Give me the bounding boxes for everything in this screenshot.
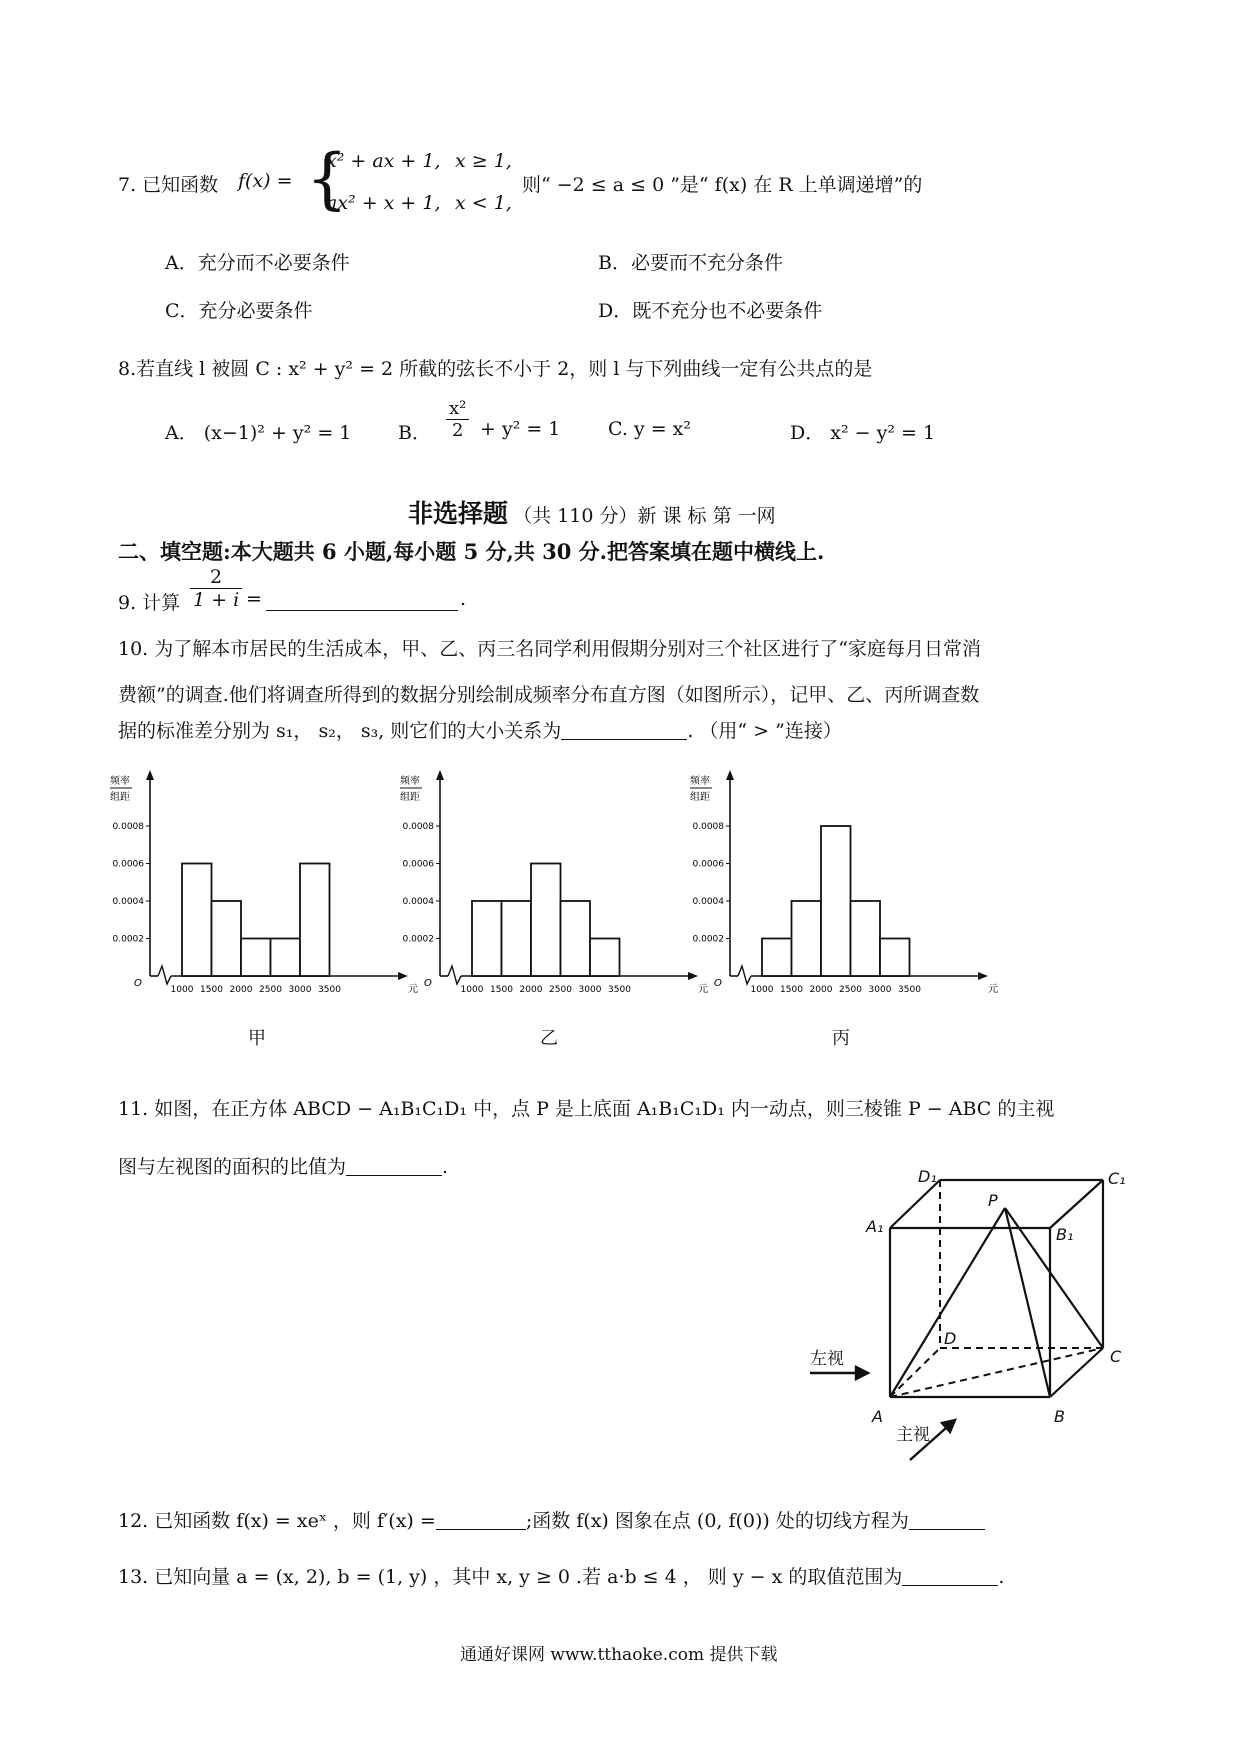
y-label-bottom: 组距 bbox=[690, 792, 710, 803]
footer: 通通好课网 www.tthaoke.com 提供下载 bbox=[460, 1645, 778, 1665]
x-tick-label: 1000 bbox=[170, 985, 194, 995]
origin-label: O bbox=[134, 978, 142, 989]
histogram-bar bbox=[531, 864, 561, 977]
y-tick-label: 0.0002 bbox=[692, 934, 724, 945]
q8-option-b-rest: + y² = 1 bbox=[480, 418, 561, 440]
q10-answer-blank[interactable] bbox=[561, 717, 687, 740]
edge-a-c-hidden bbox=[890, 1348, 1103, 1397]
q9-fraction bbox=[190, 566, 242, 611]
q8-option-b-label: B． bbox=[398, 422, 431, 444]
y-axis-arrow bbox=[436, 770, 444, 780]
label-front-view: 主视 bbox=[896, 1425, 930, 1445]
histograms-figure bbox=[110, 766, 998, 1046]
q13-end: . bbox=[998, 1566, 1005, 1588]
y-label-bottom: 组距 bbox=[110, 792, 130, 803]
q7-option-d: D．既不充分也不必要条件 bbox=[598, 300, 823, 322]
x-tick-label: 3500 bbox=[608, 985, 631, 995]
origin-label: O bbox=[424, 978, 432, 989]
histogram-jia bbox=[110, 770, 418, 995]
edge-a1-d1 bbox=[890, 1180, 940, 1228]
q7-func: f(x) = bbox=[238, 170, 293, 192]
y-tick-label: 0.0008 bbox=[112, 822, 144, 832]
x-axis-break bbox=[448, 966, 461, 984]
x-axis-arrow bbox=[398, 972, 408, 980]
x-tick-label: 1500 bbox=[200, 985, 223, 995]
histogram-bar bbox=[472, 901, 502, 976]
label-c: C bbox=[1110, 1347, 1122, 1366]
y-tick-label: 0.0008 bbox=[402, 822, 434, 832]
y-tick-label: 0.0006 bbox=[112, 859, 144, 870]
y-label-top: 频率 bbox=[690, 776, 710, 787]
y-tick-label: 0.0008 bbox=[692, 822, 724, 832]
label-a1: A₁ bbox=[866, 1217, 884, 1236]
x-axis-arrow bbox=[978, 972, 988, 980]
label-left-view: 左视 bbox=[810, 1349, 844, 1369]
q8-option-b-den: 2 bbox=[451, 420, 464, 441]
histogram-bar bbox=[300, 864, 330, 977]
histogram-bar bbox=[182, 864, 212, 977]
histogram-bing bbox=[690, 770, 998, 995]
x-tick-label: 1000 bbox=[750, 985, 774, 995]
label-c1: C₁ bbox=[1108, 1169, 1126, 1188]
q11-answer-blank[interactable] bbox=[346, 1153, 442, 1176]
y-tick-label: 0.0002 bbox=[402, 934, 434, 945]
x-axis-break bbox=[158, 966, 171, 984]
y-tick-label: 0.0006 bbox=[692, 859, 724, 870]
q7-brace: { bbox=[306, 140, 348, 217]
q13-part-a: 13. 已知向量 a = (x, 2), b = (1, y) ，其中 x, y ≥ 0 .若 a·b ≤ 4 ， 则 y − x 的取值范围为 bbox=[118, 1566, 903, 1588]
q7-option-c: C．充分必要条件 bbox=[165, 300, 313, 322]
y-tick-label: 0.0004 bbox=[692, 897, 724, 907]
q7-option-a: A．充分而不必要条件 bbox=[165, 252, 350, 274]
histogram-bar bbox=[762, 939, 792, 977]
x-tick-label: 2500 bbox=[259, 985, 282, 995]
y-axis-arrow bbox=[146, 770, 154, 780]
histogram-bar bbox=[792, 901, 822, 976]
q7-case1: x² + ax + 1, bbox=[326, 150, 441, 172]
q10-line3a: 据的标准差分别为 s₁， s₂， s₃, 则它们的大小关系为 bbox=[118, 720, 562, 742]
x-tick-label: 1000 bbox=[460, 985, 484, 995]
x-tick-label: 3500 bbox=[898, 985, 921, 995]
q7-cond1: x ≥ 1, bbox=[455, 150, 512, 172]
q8-option-a: A． (x−1)² + y² = 1 bbox=[165, 422, 352, 444]
q9-answer-blank[interactable] bbox=[266, 588, 458, 612]
q10-line2: 费额”的调查.他们将调查所得到的数据分别绘制成频率分布直方图（如图所示），记甲、乙、丙所调查数 bbox=[118, 684, 980, 706]
x-tick-label: 2000 bbox=[519, 985, 543, 995]
x-unit-label: 元 bbox=[698, 984, 708, 995]
histogram-bar bbox=[561, 901, 591, 976]
histogram-bar bbox=[271, 939, 301, 977]
histogram-bar bbox=[851, 901, 881, 976]
q10-line3b: . （用“ > ”连接） bbox=[687, 720, 842, 742]
label-b1: B₁ bbox=[1056, 1225, 1074, 1244]
y-axis-arrow bbox=[726, 770, 734, 780]
histogram-bing-caption: 丙 bbox=[832, 1028, 850, 1049]
left-view-arrowhead bbox=[856, 1367, 868, 1379]
edge-p-c bbox=[1005, 1208, 1103, 1348]
q9-eq: = bbox=[246, 588, 262, 610]
q8-stem: 8.若直线 l 被圆 C : x² + y² = 2 所截的弦长不小于 2，则 l 与下列曲线一定有公共点的是 bbox=[118, 358, 873, 380]
y-tick-label: 0.0004 bbox=[112, 897, 144, 907]
y-label-top: 频率 bbox=[110, 776, 130, 787]
section-heading: 二、填空题:本大题共 6 小题,每小题 5 分,共 30 分.把答案填在题中横线上. bbox=[118, 539, 825, 564]
label-d1: D₁ bbox=[918, 1167, 937, 1186]
x-tick-label: 1500 bbox=[490, 985, 513, 995]
q7-option-b: B．必要而不充分条件 bbox=[598, 252, 783, 274]
q13-line bbox=[118, 1562, 1004, 1589]
q7-cond2: x < 1, bbox=[455, 192, 512, 214]
label-d: D bbox=[944, 1329, 957, 1348]
y-tick-label: 0.0006 bbox=[402, 859, 434, 870]
x-unit-label: 元 bbox=[988, 984, 998, 995]
label-b: B bbox=[1054, 1407, 1065, 1426]
histogram-yi bbox=[400, 770, 708, 995]
q7-question: 则“ −2 ≤ a ≤ 0 ”是“ f(x) 在 R 上单调递增”的 bbox=[522, 174, 923, 196]
q8-option-d: D． x² − y² = 1 bbox=[790, 422, 936, 444]
q13-answer-blank[interactable] bbox=[902, 1563, 998, 1586]
q7-case2: ax² + x + 1, bbox=[326, 192, 441, 214]
q12-blank-2[interactable] bbox=[909, 1507, 985, 1530]
x-tick-label: 2500 bbox=[839, 985, 862, 995]
y-tick-label: 0.0004 bbox=[402, 897, 434, 907]
q12-blank-1[interactable] bbox=[436, 1507, 526, 1530]
section-subtitle: （共 110 分）新 课 标 第 一网 bbox=[513, 505, 776, 527]
histogram-jia-caption: 甲 bbox=[248, 1028, 266, 1049]
label-p: P bbox=[988, 1191, 998, 1210]
x-tick-label: 3000 bbox=[288, 985, 312, 995]
q12-part-a: 12. 已知函数 f(x) = xeˣ ，则 f′(x) = bbox=[118, 1510, 436, 1532]
edge-b1-c1 bbox=[1050, 1180, 1103, 1228]
q9-prefix: 9. 计算 bbox=[118, 592, 181, 614]
x-tick-label: 2000 bbox=[229, 985, 253, 995]
q11-line2-wrap bbox=[118, 1152, 448, 1179]
label-a: A bbox=[872, 1407, 883, 1426]
x-tick-label: 3000 bbox=[578, 985, 602, 995]
x-tick-label: 3000 bbox=[868, 985, 892, 995]
edge-p-a bbox=[890, 1208, 1005, 1397]
y-label-bottom: 组距 bbox=[400, 792, 420, 803]
x-tick-label: 2000 bbox=[809, 985, 833, 995]
q11-line2: 图与左视图的面积的比值为 bbox=[118, 1156, 347, 1178]
histogram-bar bbox=[502, 901, 532, 976]
x-axis-arrow bbox=[688, 972, 698, 980]
q8-option-b-fraction bbox=[446, 398, 469, 441]
section-title-line bbox=[408, 494, 776, 530]
y-tick-label: 0.0002 bbox=[112, 934, 144, 945]
q11-line1: 11. 如图，在正方体 ABCD − A₁B₁C₁D₁ 中，点 P 是上底面 A₁B₁C₁D₁ 内一动点，则三棱锥 P − ABC 的主视 bbox=[118, 1098, 1055, 1120]
q9-num: 2 bbox=[190, 566, 242, 589]
histogram-bar bbox=[241, 939, 271, 977]
x-axis-break bbox=[738, 966, 751, 984]
histogram-bar bbox=[212, 901, 242, 976]
q8-option-c: C. y = x² bbox=[608, 418, 692, 440]
section-title: 非选择题 bbox=[408, 499, 509, 528]
edge-b-c bbox=[1050, 1348, 1103, 1397]
x-unit-label: 元 bbox=[408, 984, 418, 995]
q12-line bbox=[118, 1506, 985, 1533]
origin-label: O bbox=[714, 978, 722, 989]
q7-prefix: 7. 已知函数 bbox=[118, 174, 219, 196]
histogram-bar bbox=[590, 939, 620, 977]
x-tick-label: 1500 bbox=[780, 985, 803, 995]
q9-den: 1 + i bbox=[193, 589, 240, 611]
x-tick-label: 2500 bbox=[549, 985, 572, 995]
q10-line3 bbox=[118, 716, 842, 743]
y-label-top: 频率 bbox=[400, 776, 420, 787]
histogram-yi-caption: 乙 bbox=[540, 1028, 558, 1049]
q12-part-b: ;函数 f(x) 图象在点 (0, f(0)) 处的切线方程为 bbox=[525, 1510, 909, 1532]
x-tick-label: 3500 bbox=[318, 985, 341, 995]
q11-end: . bbox=[442, 1156, 449, 1178]
histogram-bar bbox=[821, 826, 851, 976]
cube-figure bbox=[800, 1160, 1140, 1460]
histogram-bar bbox=[880, 939, 910, 977]
q10-line1: 10. 为了解本市居民的生活成本，甲、乙、丙三名同学利用假期分别对三个社区进行了“家庭每月日常消 bbox=[118, 638, 981, 660]
q8-option-b-num: x² bbox=[446, 398, 469, 420]
q9-end: . bbox=[460, 588, 467, 610]
